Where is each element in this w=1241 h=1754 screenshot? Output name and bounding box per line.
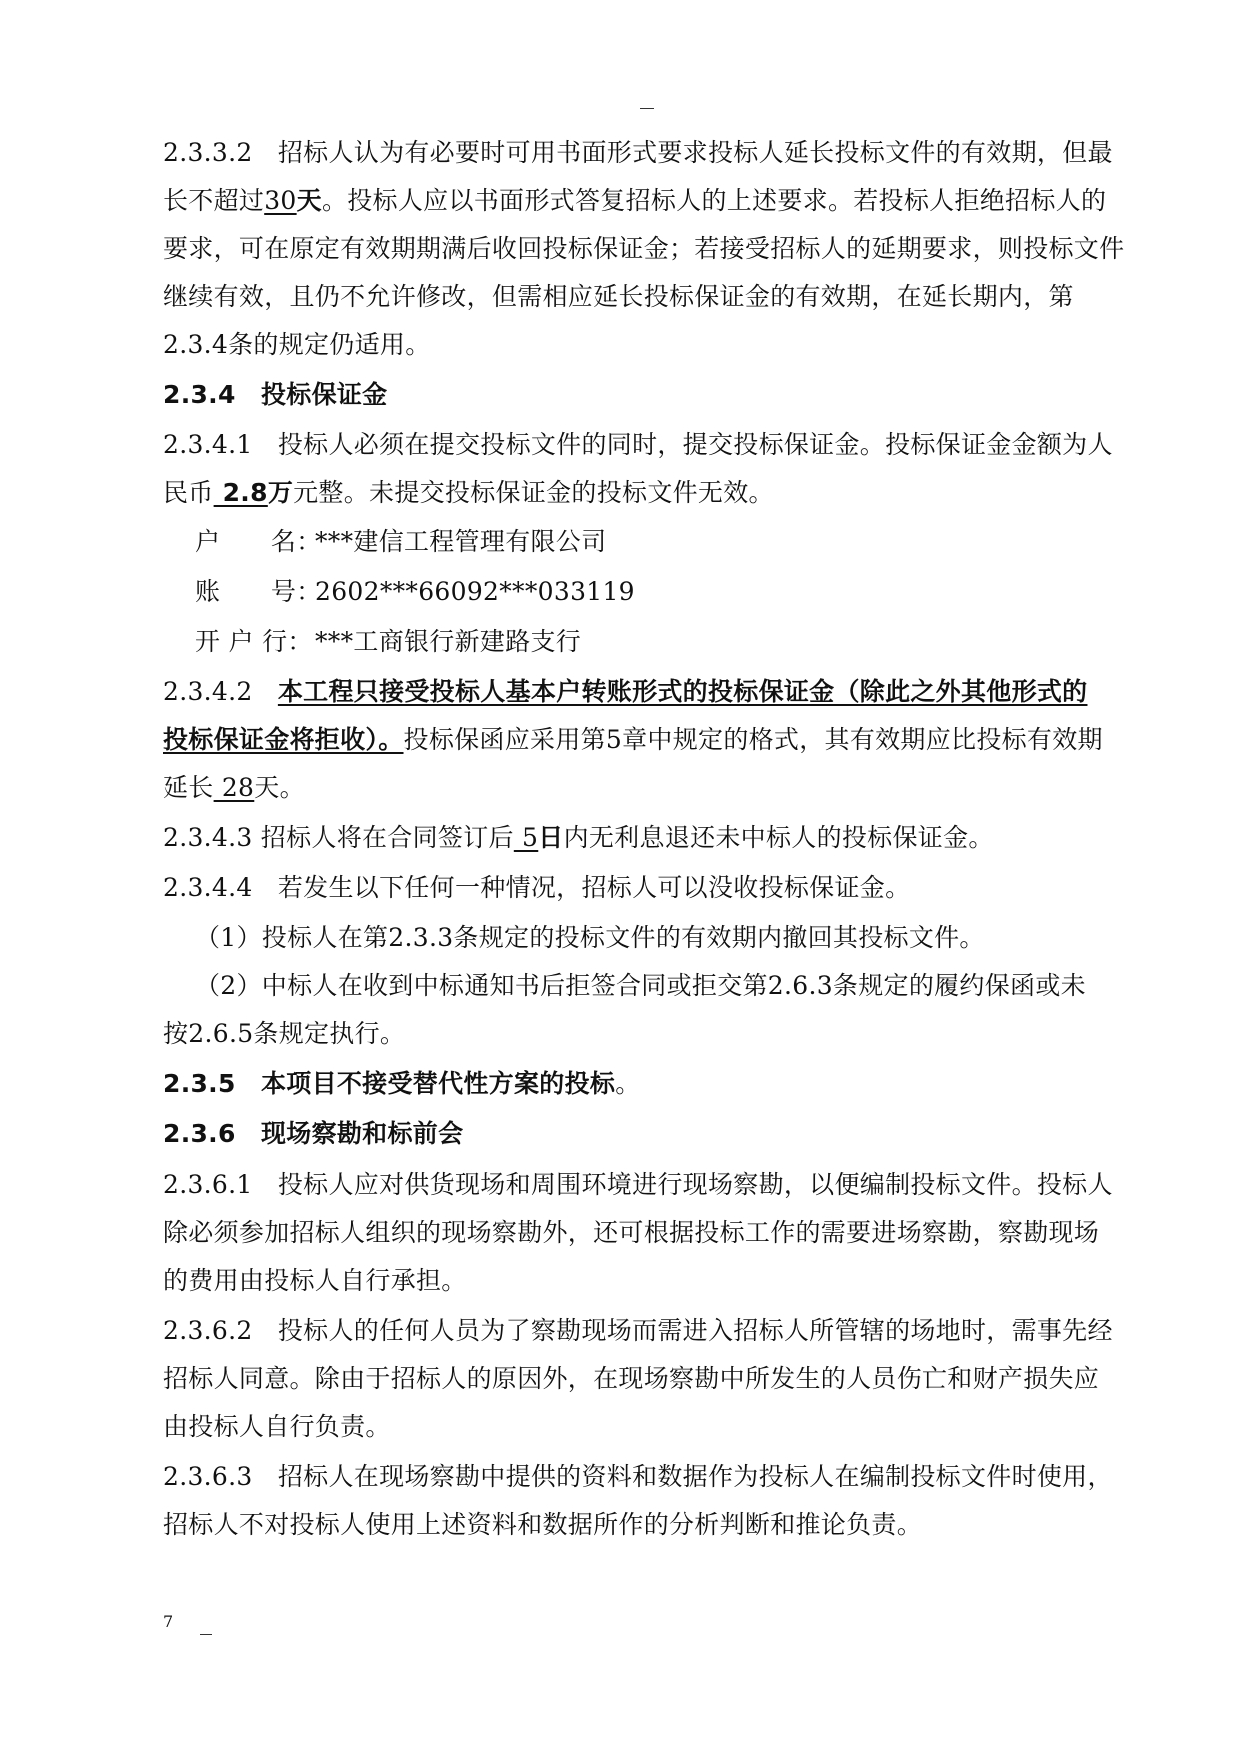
paragraph-2361-line3: 的费用由投标人自行承担。 xyxy=(163,1266,467,1295)
header-mark xyxy=(640,108,654,109)
account-name-label: 户 名： xyxy=(195,527,322,556)
account-name-value: ***建信工程管理有限公司 xyxy=(315,527,607,556)
refund-days: 5 xyxy=(513,823,539,852)
section-heading-235: 2.3.5 本项目不接受替代性方案的投标。 xyxy=(163,1069,641,1098)
paragraph-2341-line1: 2.3.4.1 投标人必须在提交投标文件的同时，提交投标保证金。投标保证金金额为人 xyxy=(163,430,1113,459)
footer-mark xyxy=(200,1634,212,1635)
extension-days: 30 xyxy=(264,186,297,215)
paragraph-2363-line1: 2.3.6.3 招标人在现场察勘中提供的资料和数据作为投标人在编制投标文件时使用， xyxy=(163,1462,1113,1491)
deposit-amount: 2.8 xyxy=(213,478,268,507)
paragraph-2362-line3: 由投标人自行负责。 xyxy=(163,1412,391,1441)
account-bank-row xyxy=(195,625,581,659)
paragraph-2361-line2: 除必须参加招标人组织的现场察勘外，还可根据投标工作的需要进场察勘，察勘现场 xyxy=(163,1218,1100,1247)
paragraph-2342-line3: 延长 28天。 xyxy=(163,773,305,802)
account-number-row xyxy=(195,575,635,609)
account-bank-value: ***工商银行新建路支行 xyxy=(315,627,582,656)
paragraph-2332-line1: 2.3.3.2 招标人认为有必要时可用书面形式要求投标人延长投标文件的有效期，但最 xyxy=(163,138,1113,167)
condition-item-1: （1）投标人在第2.3.3条规定的投标文件的有效期内撤回其投标文件。 xyxy=(195,923,985,952)
paragraph-2344: 2.3.4.4 若发生以下任何一种情况，招标人可以没收投标保证金。 xyxy=(163,873,911,902)
paragraph-2362-line2: 招标人同意。除由于招标人的原因外，在现场察勘中所发生的人员伤亡和财产损失应 xyxy=(163,1364,1100,1393)
paragraph-2332-line4: 继续有效，且仍不允许修改，但需相应延长投标保证金的有效期，在延长期内，第 xyxy=(163,282,1074,311)
page-number: 7 xyxy=(163,1612,174,1631)
paragraph-2361-line1: 2.3.6.1 投标人应对供货现场和周围环境进行现场察勘，以便编制投标文件。投标人 xyxy=(163,1170,1113,1199)
paragraph-2342-line1: 2.3.4.2 本工程只接受投标人基本户转账形式的投标保证金（除此之外其他形式的 xyxy=(163,677,1088,706)
account-number-label: 账 号： xyxy=(195,577,322,606)
condition-item-2-line2: 按2.6.5条规定执行。 xyxy=(163,1019,406,1048)
paragraph-2362-line1: 2.3.6.2 投标人的任何人员为了察勘现场而需进入招标人所管辖的场地时，需事先经 xyxy=(163,1316,1113,1345)
paragraph-2332-line2: 长不超过30天。投标人应以书面形式答复招标人的上述要求。若投标人拒绝招标人的 xyxy=(163,186,1107,215)
account-number-value: 2602***66092***033119 xyxy=(315,577,635,606)
paragraph-2342-line2: 投标保证金将拒收）。投标保函应采用第5章中规定的格式，其有效期应比投标有效期 xyxy=(163,725,1103,754)
account-name-row xyxy=(195,525,606,559)
condition-item-2-line1: （2）中标人在收到中标通知书后拒签合同或拒交第2.6.3条规定的履约保函或未 xyxy=(195,971,1086,1000)
account-bank-label: 开 户 行： xyxy=(195,627,313,656)
guarantee-extension-days: 28 xyxy=(213,773,255,802)
paragraph-2343: 2.3.4.3 招标人将在合同签订后 5日内无利息退还未中标人的投标保证金。 xyxy=(163,823,994,852)
section-heading-236: 2.3.6 现场察勘和标前会 xyxy=(163,1119,464,1148)
paragraph-2332-line3: 要求，可在原定有效期期满后收回投标保证金；若接受招标人的延期要求，则投标文件 xyxy=(163,234,1125,263)
section-heading-234: 2.3.4 投标保证金 xyxy=(163,380,388,409)
paragraph-2363-line2: 招标人不对投标人使用上述资料和数据所作的分析判断和推论负责。 xyxy=(163,1510,923,1539)
paragraph-2341-line2: 民币 2.8万元整。未提交投标保证金的投标文件无效。 xyxy=(163,478,774,507)
paragraph-2332-line5: 2.3.4条的规定仍适用。 xyxy=(163,330,431,359)
